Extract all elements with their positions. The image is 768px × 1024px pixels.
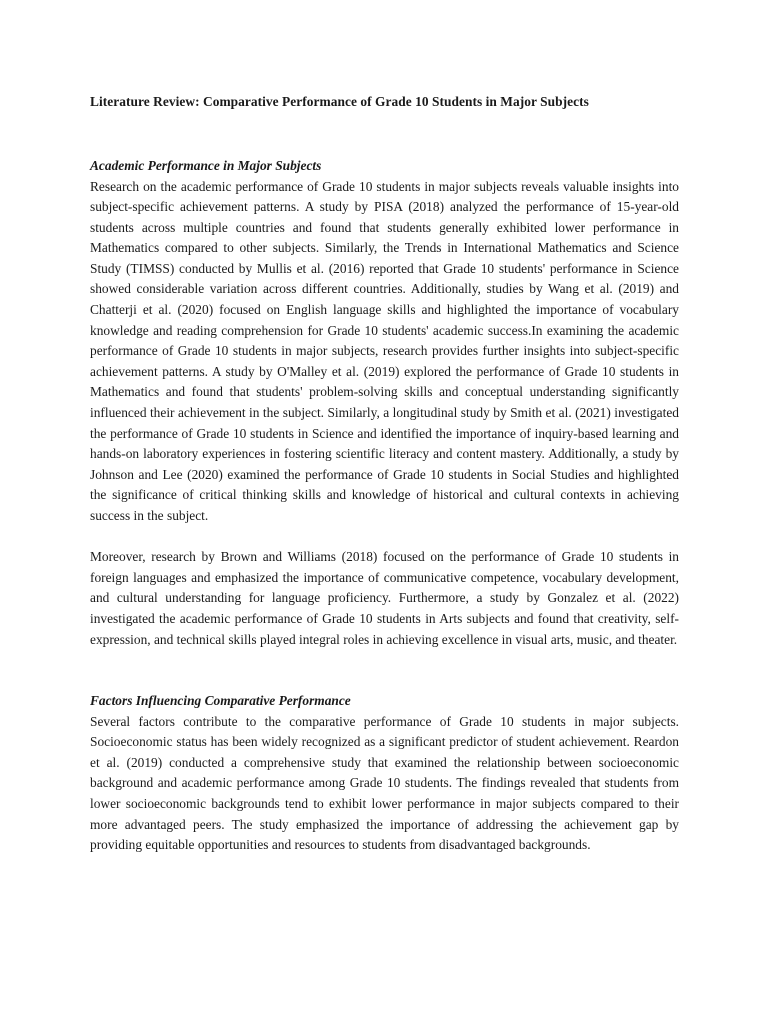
section-academic-performance xyxy=(90,156,679,650)
section-factors-influencing xyxy=(90,691,679,856)
paragraph: Several factors contribute to the comparative performance of Grade 10 students in major subjects. Socioeconomic status has been widely recognized as a significant predictor of student achievement. Reardon et al. (2019) conducted a comprehensive study that examined the relationship between socioeconomic background and academic performance among Grade 10 students. The findings revealed that students from lower socioeconomic backgrounds tend to exhibit lower performance in major subjects compared to their more advantaged peers. The study emphasized the importance of addressing the achievement gap by providing equitable opportunities and resources to students from disadvantaged backgrounds. xyxy=(90,713,679,853)
document-title: Literature Review: Comparative Performance of Grade 10 Students in Major Subjects xyxy=(90,94,589,109)
section-heading: Academic Performance in Major Subjects xyxy=(90,158,322,173)
paragraph: Moreover, research by Brown and Williams (2018) focused on the performance of Grade 10 students in foreign languages and emphasized the importance of communicative competence, vocabulary development, and cultural understanding for language proficiency. Furthermore, a study by Gonzalez et al. (2022) investigated the academic performance of Grade 10 students in Arts subjects and found that creativity, self-expression, and technical skills played integral roles in achieving excellence in visual arts, music, and theater. xyxy=(90,549,679,647)
section-divider-space xyxy=(90,650,679,691)
section-heading: Factors Influencing Comparative Performance xyxy=(90,693,351,709)
paragraph: Research on the academic performance of Grade 10 students in major subjects reveals valuable insights into subject-specific achievement patterns. A study by PISA (2018) analyzed the performance of 15-year-old students across multiple countries and found that students generally exhibited lower performance in Mathematics compared to other subjects. Similarly, the Trends in International Mathematics and Science Study (TIMSS) conducted by Mullis et al. (2016) reported that Grade 10 students' performance in Science showed considerable variation across different countries. Additionally, studies by Wang et al. (2019) and Chatterji et al. (2020) focused on English language skills and highlighted the importance of vocabulary knowledge and reading comprehension for Grade 10 students' academic success.In examining the academic performance of Grade 10 students in major subjects, research provides further insights into subject-specific achievement patterns. A study by O'Malley et al. (2019) explored the performance of Grade 10 students in Mathematics and found that students' problem-solving skills and conceptual understanding significantly influenced their achievement in the subject. Similarly, a longitudinal study by Smith et al. (2021) investigated the performance of Grade 10 students in Science and identified the importance of inquiry-based learning and hands-on laboratory experiences in fostering scientific literacy and content mastery. Additionally, a study by Johnson and Lee (2020) examined the performance of Grade 10 students in Social Studies and highlighted the significance of critical thinking skills and knowledge of historical and cultural contexts in achieving success in the subject. xyxy=(90,178,679,523)
